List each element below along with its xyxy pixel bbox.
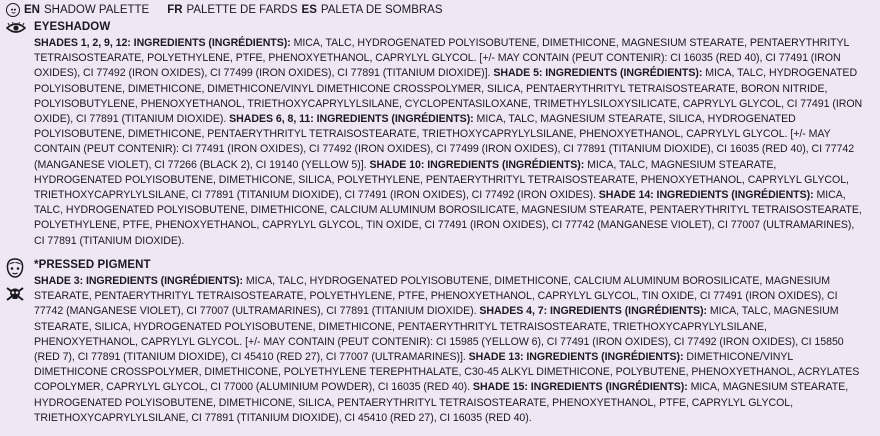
skull-crossbones-icon xyxy=(6,286,24,307)
lang-text-en: SHADOW PALETTE xyxy=(43,4,150,16)
ingredient-list: MICA, TALC, MAGNESIUM STEARATE, SILICA, HYDROGENATED POLYISOBUTENE, DIMETHICONE, PENTAERYTHRITYL TETRAISOSTEARATE, TRIETHOXYCAPRYLYLSILANE, PHENOXYETHANOL, CAPRYLYL GLYCOL. [+/- MAY CONTAIN (PEUT CONTENIR): CI 15985 (YELLOW 6), CI 77491 (IRON OXIDES), CI 77492 (IRON OXIDES), CI 15850 (RED 7), CI 77891 (TITANIUM DIOXIDE), CI 45410 (RED 27), CI 77007 (ULTRAMARINES)]. xyxy=(34,305,844,364)
lang-text-fr: PALETTE DE FARDS xyxy=(186,4,298,16)
ingredient-heading: SHADE 10: INGREDIENTS (INGRÉDIENTS): xyxy=(369,158,585,171)
ingredient-heading: SHADES 4, 7: INGREDIENTS (INGRÉDIENTS): xyxy=(479,305,707,318)
ingredient-list: MICA, MAGNESIUM STEARATE, HYDROGENATED POLYISOBUTENE, DIMETHICONE, SILICA, PENTAERYTHRITYL TETRAISOSTEARATE, PHENOXYETHANOL, PTFE, CAPRYLYL GLYCOL, TRIETHOXYCAPRYLYLSILANE, CI 77891 (TITANIUM DIOXIDE), CI 45410 (RED 27), CI 16035 (RED 40). xyxy=(34,381,849,424)
ingredient-heading: SHADE 14: INGREDIENTS (INGRÉDIENTS): xyxy=(598,189,814,202)
pressed-pigment-ingredients xyxy=(34,274,866,426)
ingredient-heading: SHADE 5: INGREDIENTS (INGRÉDIENTS): xyxy=(493,67,703,80)
lang-text-es: PALETA DE SOMBRAS xyxy=(320,4,443,16)
ingredient-list: MICA, TALC, HYDROGENATED POLYISOBUTENE, DIMETHICONE, DIMETHICONE/VINYL DIMETHICONE CROSSPOLYMER, SILICA, PENTAERYTHRITYL TETRAISOSTEARATE, BORON NITRIDE, POLYISOBUTYLENE, PHENOXYETHANOL, TRIETHOXYCAPRYLYLSILANE, CYCLOPENTASILOXANE, TRIMETHYLSILOXYSILICATE, CAPRYLYL GLYCOL, CI 77491 (IRON OXIDE), CI 77891 (TITANIUM DIOXIDE). xyxy=(34,67,863,126)
ingredient-heading: SHADE 13: INGREDIENTS (INGRÉDIENTS): xyxy=(468,351,684,364)
ingredient-heading: SHADE 15: INGREDIENTS (INGRÉDIENTS): xyxy=(472,381,688,394)
ingredient-heading: SHADE 3: INGREDIENTS (INGRÉDIENTS): xyxy=(34,275,243,287)
ingredient-heading: SHADES 6, 8, 11: INGREDIENTS (INGRÉDIENTS): xyxy=(229,113,474,126)
lang-code-es: ES xyxy=(301,4,317,16)
ingredient-list: MICA, TALC, HYDROGENATED POLYISOBUTENE, DIMETHICONE, CALCIUM ALUMINUM BOROSILICATE, MAGNESIUM STEARATE, PENTAERYTHRITYL TETRAISOSTEARATE, POLYETHYLENE, PTFE, PHENOXYETHANOL, CAPRYLYL GLYCOL, TIN OXIDE, CI 77491 (IRON OXIDES), CI 77742 (MANGANESE VIOLET), CI 77007 (ULTRAMARINES), CI 77891 (TITANIUM DIOXIDE). xyxy=(34,275,838,318)
eyeshadow-title: EYESHADOW xyxy=(34,21,111,33)
eyeshadow-ingredients xyxy=(34,36,866,249)
brand-logo-icon xyxy=(6,3,20,17)
ingredient-list: MICA, TALC, HYDROGENATED POLYISOBUTENE, DIMETHICONE, CALCIUM ALUMINUM BOROSILICATE, MAGNESIUM STEARATE, PENTAERYTHRITYL TETRAISOSTEARATE, POLYETHYLENE, PTFE, PHENOXYETHANOL, CAPRYLYL GLYCOL, TIN OXIDE, CI 77491 (IRON OXIDES), CI 77742 (MANGANESE VIOLET), CI 77007 (ULTRAMARINES), CI 77891 (TITANIUM DIOXIDE). xyxy=(34,189,862,247)
ingredient-heading: SHADES 1, 2, 9, 12: INGREDIENTS (INGRÉDIENTS): xyxy=(34,37,291,49)
ingredient-list: MICA, TALC, HYDROGENATED POLYISOBUTENE, DIMETHICONE, MAGNESIUM STEARATE, PENTAERYTHRITYL TETRAISOSTEARATE, POLYETHYLENE, PTFE, PHENOXYETHANOL, CAPRYLYL GLYCOL. [+/- MAY CONTAIN (PEUT CONTENIR): CI 16035 (RED 40), CI 77491 (IRON OXIDES), CI 77492 (IRON OXIDES), CI 77499 (IRON OXIDES), CI 77891 (TITANIUM DIOXIDE)]. xyxy=(34,37,849,80)
language-header xyxy=(6,2,443,18)
face-icon xyxy=(6,258,24,283)
ingredient-list: DIMETHICONE/VINYL DIMETHICONE CROSSPOLYMER, DIMETHICONE, POLYETHYLENE TEREPHTHALATE, C30-45 ALKYL DIMETHICONE, POLYBUTENE, PHENOXYETHANOL, ACRYLATES COPOLYMER, CAPRYLYL GLYCOL, CI 77000 (ALUMINIUM POWDER), CI 16035 (RED 40). xyxy=(34,351,860,394)
pressed-pigment-title: *PRESSED PIGMENT xyxy=(34,259,151,271)
lang-code-en: EN xyxy=(24,4,40,16)
lang-code-fr: FR xyxy=(167,4,183,16)
ingredient-list: MICA, TALC, MAGNESIUM STEARATE, SILICA, HYDROGENATED POLYISOBUTENE, DIMETHICONE, PENTAERYTHRITYL TETRAISOSTEARATE, TRIETHOXYCAPRYLYLSILANE, PHENOXYETHANOL, CAPRYLYL GLYCOL. [+/- MAY CONTAIN (PEUT CONTENIR): CI 77491 (IRON OXIDES), CI 77492 (IRON OXIDES), CI 77499 (IRON OXIDES), CI 77891 (TITANIUM DIOXIDE), CI 16035 (RED 40), CI 77742 (MANGANESE VIOLET), CI 77266 (BLACK 2), CI 19140 (YELLOW 5)]. xyxy=(34,113,855,171)
ingredient-list: MICA, TALC, MAGNESIUM STEARATE, HYDROGENATED POLYISOBUTENE, DIMETHICONE, SILICA, POLYETHYLENE, PENTAERYTHRITYL TETRAISOSTEARATE, PHENOXYETHANOL, CAPRYLYL GLYCOL, TRIETHOXYCAPRYLYLSILANE, CI 77891 (TITANIUM DIOXIDE), CI 77491 (IRON OXIDES), CI 77492 (IRON OXIDES). xyxy=(34,158,849,202)
eye-icon xyxy=(6,21,26,39)
